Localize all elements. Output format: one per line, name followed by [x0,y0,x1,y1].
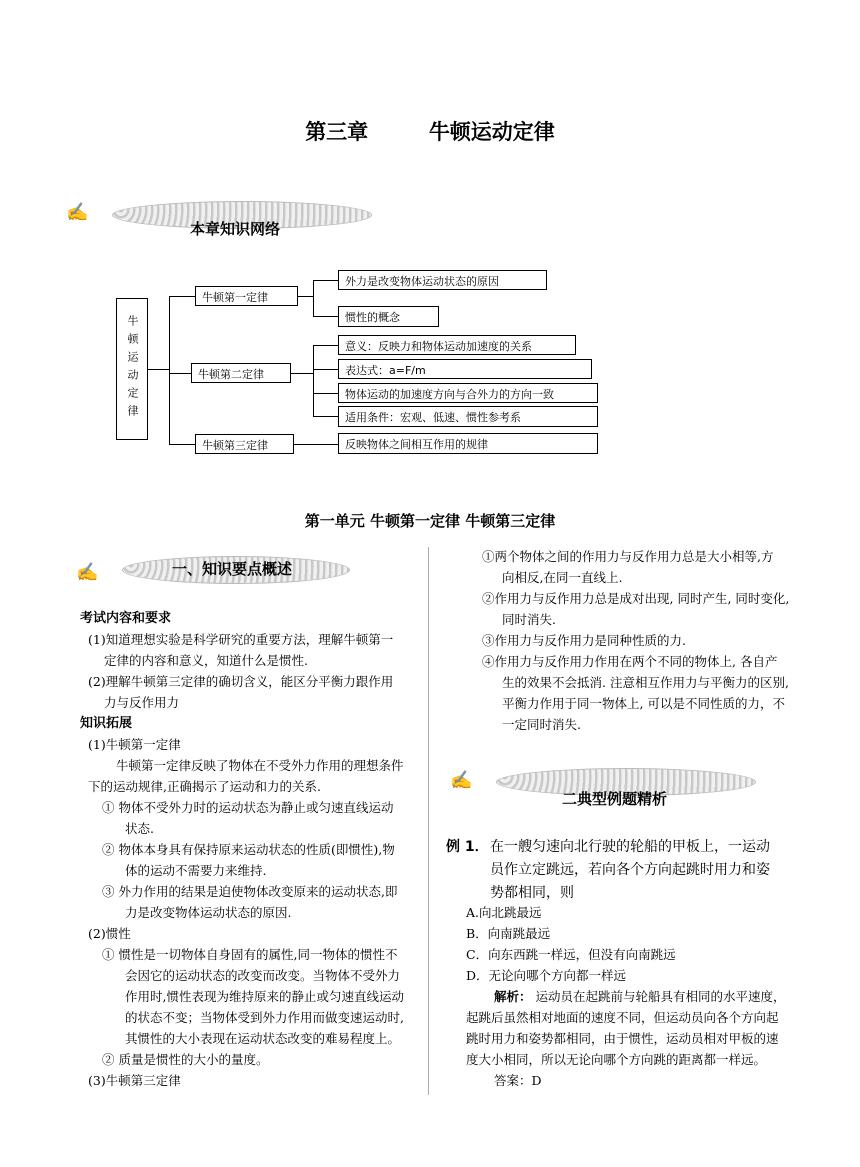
law3-box: 牛顿第三定律 [195,434,294,454]
analysis-text: 运动员在起跳前与轮船具有相同的水平速度， [535,989,786,1004]
section-banner-label: 一、知识要点概述 [172,560,293,578]
analysis-label: 解析： [494,989,532,1004]
network-banner-label: 本章知识网络 [190,220,281,238]
example-label: 例 1． [446,839,489,855]
law1-item-0: 外力是改变物体运动状态的原因 [338,270,547,290]
network-root: 牛顿运动定律 [116,298,148,440]
list-item-cont: 其惯性的大小表现在运动状态改变的难易程度上。 [125,1031,401,1046]
law1-item-1: 惯性的概念 [338,306,439,327]
branch-law3 [169,444,195,445]
question-line: 员作立定跳远，若向各个方向起跳时用力和姿 [490,862,770,878]
analysis-line: 跳时用力和姿势都相同，由于惯性，运动员相对甲板的速 [466,1031,779,1046]
law2-fork-1 [313,369,338,370]
law3-item-0: 反映物体之间相互作用的规律 [338,433,598,454]
law2-fork-3 [313,416,338,417]
list-item-cont: 生的效果不会抵消. 注意相互作用力与平衡力的区别, [502,675,789,690]
law2-connector [291,373,313,374]
analysis-line: 度大小相同，所以无论向哪个方向跳的距离都一样远。 [466,1052,767,1067]
list-item: ②作用力与反作用力总是成对出现, 同时产生, 同时变化, [482,591,790,606]
req-item-1: (1)知道理想实验是科学研究的重要方法，理解牛顿第一 [88,632,394,647]
chapter-name: 牛顿运动定律 [428,120,555,144]
law2-item-0: 意义：反映力和物体运动加速度的关系 [338,335,576,355]
right-column-top [482,546,802,735]
law1-fork-bottom [313,316,338,317]
example-options [466,902,811,1091]
trunk-line [169,296,170,444]
paragraph: 牛顿第一定律反映了物体在不受外力作用的理想条件 [116,758,404,773]
example-question [490,836,820,905]
examples-banner-label: 二典型例题精析 [562,790,668,808]
law1-fork-top [313,280,338,281]
list-item-cont: 同时消失. [502,612,556,627]
req-item-1-cont: 定律的内容和意义，知道什么是惯性. [104,653,308,668]
law2-item-3: 适用条件：宏观、低速、惯性参考系 [338,406,598,427]
analysis-line: 起跳后虽然相对地面的速度不同，但运动员向各个方向起 [466,1010,779,1025]
analysis-line [466,986,811,1007]
root-connector [148,369,169,370]
pen-icon: ✍ [66,202,89,223]
ext-heading: 知识拓展 [80,716,133,731]
law1-box: 牛顿第一定律 [195,286,298,306]
option-d: D．无论向哪个方向都一样远 [466,968,627,983]
question-line: 势都相同，则 [490,885,574,901]
list-item: ① 物体不受外力时的运动状态为静止或匀速直线运动 [102,800,394,815]
paragraph-cont: 下的运动规律,正确揭示了运动和力的关系. [88,779,321,794]
list-item: ①两个物体之间的作用力与反作用力总是大小相等,方 [482,549,774,564]
law2-fork-2 [313,393,338,394]
option-b: B．向南跳最远 [466,926,551,941]
req-heading: 考试内容和要求 [80,611,172,626]
list-item-cont: 平衡力作用于同一物体上, 可以是不同性质的力，不 [502,696,785,711]
column-divider [428,547,429,1095]
page-title [0,116,860,146]
unit-title: 第一单元 牛顿第一定律 牛顿第三定律 [304,512,556,530]
list-item: ① 惯性是一切物体自身固有的属性,同一物体的惯性不 [102,947,398,962]
list-item-cont: 一定同时消失. [502,717,581,732]
list-item-cont: 作用时,惯性表现为维持原来的静止或匀速直线运动 [125,989,404,1004]
pen-icon: ✍ [450,770,473,791]
pen-icon: ✍ [76,562,99,583]
req-item-2-cont: 力与反作用力 [104,695,180,710]
list-item-cont: 会因它的运动状态的改变而改变。当物体不受外力 [125,968,401,983]
law1-fork [313,280,314,316]
list-item: ④作用力与反作用力作用在两个不同的物体上, 各自产 [482,654,778,669]
branch-law2 [169,373,191,374]
answer: 答案：D [494,1073,542,1088]
law2-fork-0 [313,345,338,346]
list-item: ③ 外力作用的结果是迫使物体改变原来的运动状态,即 [102,884,398,899]
option-a: A.向北跳最远 [466,905,542,920]
law3-connector [294,444,338,445]
list-item: ② 物体本身具有保持原来运动状态的性质(即惯性),物 [102,842,395,857]
law2-fork [313,345,314,416]
chapter-number: 第三章 [305,120,369,144]
question-line: 在一艘匀速向北行驶的轮船的甲板上，一运动 [490,839,770,855]
sub-heading-3: (3)牛顿第三定律 [88,1073,181,1088]
law2-box: 牛顿第二定律 [191,363,291,383]
law1-connector [298,296,313,297]
branch-law1 [169,296,195,297]
list-item-cont: 力是改变物体运动状态的原因. [125,905,292,920]
list-item-cont: 的状态不变；当物体受到外力作用而做变速运动时, [125,1010,404,1025]
law2-item-2: 物体运动的加速度方向与合外力的方向一致 [338,383,598,403]
list-item-cont: 向相反,在同一直线上. [502,570,623,585]
sub-heading-2: (2)惯性 [88,926,131,941]
list-item-cont: 状态. [125,821,154,836]
list-item: ② 质量是惯性的大小的量度。 [102,1052,269,1067]
list-item: ③作用力与反作用力是同种性质的力. [482,633,686,648]
req-item-2: (2)理解牛顿第三定律的确切含义，能区分平衡力跟作用 [88,674,394,689]
left-column [80,608,420,1091]
option-c: C．向东西跳一样远，但没有向南跳远 [466,947,676,962]
list-item-cont: 体的运动不需要力来维持. [125,863,267,878]
law2-item-1: 表达式：a=F/m [338,359,592,379]
sub-heading-1: (1)牛顿第一定律 [88,737,181,752]
